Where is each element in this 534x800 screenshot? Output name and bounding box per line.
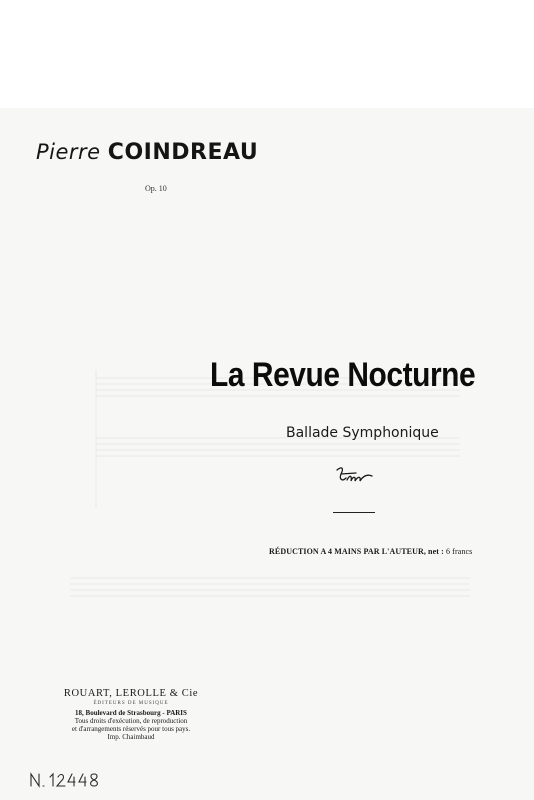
divider-rule [333, 512, 375, 513]
publisher-block [36, 688, 226, 741]
opus-number: Op. 10 [145, 184, 167, 193]
composer-first-name: Pierre [36, 140, 101, 164]
rights-notice-line-1: Tous droits d'exécution, de reproduction [74, 717, 188, 725]
reduction-text: RÉDUCTION A 4 MAINS PAR L'AUTEUR, net : [269, 547, 444, 556]
work-title: La Revue Nocturne [210, 356, 476, 394]
top-margin [0, 0, 534, 108]
composer-name [36, 140, 258, 165]
publisher-name: ROUART, LEROLLE & Cie [63, 688, 199, 699]
rights-notice-line-2: et d'arrangements réservés pour tous pays. [71, 725, 191, 733]
publisher-tagline: ÉDITEURS DE MUSIQUE [93, 701, 169, 706]
composer-surname: COINDREAU [107, 140, 259, 165]
reduction-note [269, 547, 472, 556]
work-subtitle: Ballade Symphonique [286, 425, 439, 441]
reduction-price: 6 francs [445, 547, 473, 556]
publisher-address: 18, Boulevard de Strasbourg - PARIS [75, 709, 187, 717]
printer-credit: Imp. Chaimbaud [107, 733, 155, 741]
handwritten-signature [334, 464, 378, 488]
handwritten-catalog-number [28, 768, 118, 792]
